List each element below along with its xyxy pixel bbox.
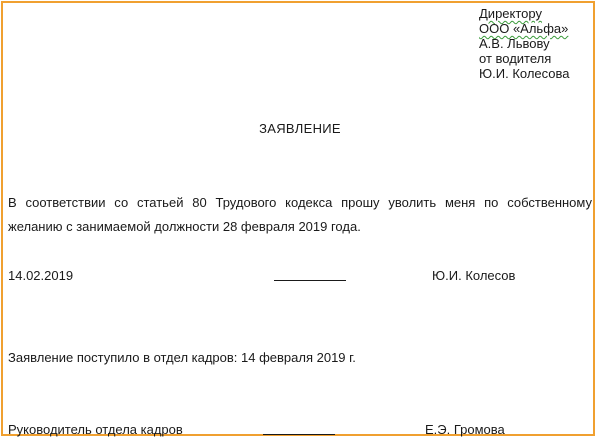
hr-name: Е.Э. Громова <box>425 422 505 437</box>
applicant-name: Ю.И. Колесов <box>432 268 516 283</box>
statement-body: В соответствии со статьей 80 Трудового кодекса прошу уволить меня по собственному желанию с занимаемой должности 28 февраля 2019 года. <box>8 195 592 234</box>
sender-name: Ю.И. Колесова <box>479 66 570 81</box>
addressee-block <box>479 6 570 81</box>
document-title: ЗАЯВЛЕНИЕ <box>259 121 341 136</box>
addressee-position <box>479 6 570 21</box>
hr-signature-line <box>263 434 335 435</box>
sender-position: от водителя <box>479 51 552 66</box>
received-note: Заявление поступило в отдел кадров: 14 февраля 2019 г. <box>8 350 356 365</box>
addressee-company <box>479 21 570 36</box>
applicant-signature-line <box>274 280 346 281</box>
addressee-company-text: ООО «Альфа» <box>479 21 569 36</box>
addressee-position-text: Директору <box>479 6 542 21</box>
application-date: 14.02.2019 <box>8 268 74 283</box>
addressee-name: А.В. Львову <box>479 36 550 51</box>
hr-role: Руководитель отдела кадров <box>8 422 183 437</box>
